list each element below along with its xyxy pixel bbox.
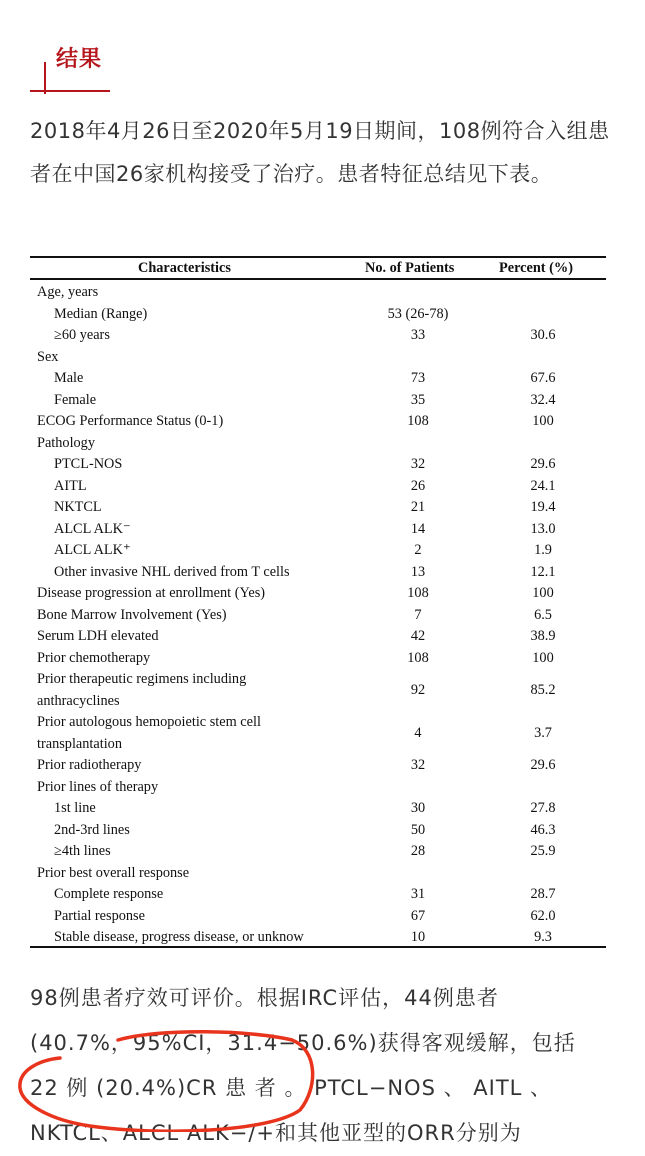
row-num-patients: 73: [410, 370, 426, 386]
table-row: [30, 282, 606, 304]
row-label: Female: [54, 391, 97, 408]
row-label: Bone Marrow Involvement (Yes): [37, 606, 227, 623]
row-label: ≥4th lines: [54, 843, 111, 859]
row-percent: 12.1: [530, 563, 556, 580]
table-row: [30, 906, 606, 928]
row-label: Prior autologous hemopoietic stem cell transplantation: [37, 714, 261, 752]
row-percent: 29.6: [530, 456, 556, 472]
results-paragraph: [30, 976, 618, 1156]
row-label: 2nd-3rd lines: [54, 821, 130, 838]
row-label: Prior therapeutic regimens including anthracyclines: [37, 671, 247, 709]
row-percent: 46.3: [530, 821, 556, 838]
row-label: Disease progression at enrollment (Yes): [37, 585, 266, 601]
table-row: [30, 669, 606, 712]
table-row: [30, 820, 606, 842]
row-percent: 13.0: [530, 520, 556, 537]
row-percent: 24.1: [530, 477, 556, 494]
row-percent: 27.8: [530, 800, 556, 816]
row-num-patients: 30: [410, 800, 426, 816]
row-num-patients: 13: [410, 563, 426, 580]
row-label: Male: [54, 370, 84, 386]
row-label: Prior chemotherapy: [37, 649, 151, 666]
row-percent: 9.3: [534, 929, 552, 945]
row-num-patients: 32: [410, 757, 426, 773]
header-accent-horizontal: [30, 90, 110, 92]
row-num-patients: 21: [410, 499, 426, 515]
row-num-patients: 108: [407, 413, 429, 429]
table-row: [30, 648, 606, 670]
section-title: 结果: [56, 47, 103, 72]
table-row: [30, 390, 606, 412]
table-row: [30, 347, 606, 369]
row-percent: 32.4: [530, 391, 556, 408]
row-num-patients: 4: [414, 725, 422, 741]
table-row: [30, 411, 606, 433]
table-row: [30, 583, 606, 605]
row-percent: 19.4: [530, 499, 556, 515]
row-label: Pathology: [37, 434, 95, 451]
row-num-patients: 33: [410, 327, 426, 343]
results-line: 22 例 (20.4%)CR 患 者 。 PTCL−NOS 、 AITL 、: [30, 1076, 553, 1100]
row-label: AITL: [54, 477, 87, 494]
row-label: ≥60 years: [54, 327, 110, 343]
table-row: [30, 368, 606, 390]
row-percent: 1.9: [534, 542, 552, 558]
row-num-patients: 28: [410, 843, 426, 859]
row-num-patients: 108: [407, 649, 429, 666]
row-label: ECOG Performance Status (0-1): [37, 413, 224, 429]
results-line: 98例患者疗效可评价。根据IRC评估，44例患者: [30, 986, 499, 1010]
table-row: [30, 626, 606, 648]
row-num-patients: 67: [410, 907, 426, 924]
results-line: (40.7%，95%CI，31.4−50.6%)获得客观缓解，包括: [30, 1031, 576, 1055]
row-num-patients: 35: [410, 391, 426, 408]
row-label: ALCL ALK⁺: [54, 542, 131, 558]
row-num-patients: 92: [410, 682, 426, 698]
row-num-patients: 26: [410, 477, 426, 494]
row-label: Median (Range): [54, 305, 148, 322]
row-label: Serum LDH elevated: [37, 628, 159, 644]
table-row: [30, 798, 606, 820]
table-row: [30, 454, 606, 476]
table-row: [30, 325, 606, 347]
row-percent: 38.9: [530, 628, 556, 644]
row-label: Prior best overall response: [37, 864, 190, 881]
row-percent: 62.0: [530, 907, 556, 924]
table-bottom-rule: [30, 946, 606, 948]
row-label: NKTCL: [54, 499, 102, 515]
row-percent: 25.9: [530, 843, 556, 859]
row-num-patients: 2: [414, 542, 422, 558]
row-percent: 100: [532, 585, 554, 601]
row-label: Prior lines of therapy: [37, 778, 159, 795]
row-percent: 3.7: [534, 725, 552, 741]
row-percent: 28.7: [530, 886, 556, 902]
table-row: [30, 562, 606, 584]
row-label: Sex: [37, 348, 59, 365]
table-body: [30, 282, 606, 949]
header-num-patients: No. of Patients: [365, 260, 455, 276]
header-characteristics: Characteristics: [138, 260, 231, 276]
results-line: NKTCL、ALCL ALK−/+和其他亚型的ORR分别为: [30, 1121, 522, 1145]
row-percent: 85.2: [530, 682, 556, 698]
row-label: Other invasive NHL derived from T cells: [54, 563, 290, 580]
intro-paragraph: 2018年4月26日至2020年5月19日期间，108例符合入组患者在中国26家机构接受了治疗。患者特征总结见下表。: [30, 119, 610, 186]
row-label: ALCL ALK⁻: [54, 520, 131, 537]
section-header: [30, 38, 150, 98]
table-row: [30, 304, 606, 326]
row-label: PTCL-NOS: [54, 456, 123, 472]
row-num-patients: 50: [410, 821, 426, 838]
table-row: [30, 884, 606, 906]
table-row: [30, 712, 606, 755]
table-row: [30, 777, 606, 799]
row-percent: 67.6: [530, 370, 556, 386]
row-num-patients: 14: [410, 520, 426, 537]
table-row: [30, 476, 606, 498]
row-num-patients: 10: [410, 929, 426, 945]
row-label: Complete response: [54, 886, 164, 902]
table-row: [30, 540, 606, 562]
row-percent: 100: [532, 649, 554, 666]
table-row: [30, 605, 606, 627]
row-percent: 6.5: [534, 606, 552, 623]
table-row: [30, 497, 606, 519]
row-num-patients: 7: [414, 606, 422, 623]
row-label: Stable disease, progress disease, or unknow: [54, 929, 304, 945]
row-percent: 29.6: [530, 757, 556, 773]
row-label: 1st line: [54, 800, 96, 816]
table-top-rule: [30, 256, 606, 258]
table-row: [30, 863, 606, 885]
row-percent: 30.6: [530, 327, 556, 343]
row-num-patients: 42: [410, 628, 426, 644]
table-row: [30, 841, 606, 863]
header-percent: Percent (%): [499, 260, 573, 276]
row-label: Prior radiotherapy: [37, 757, 142, 773]
table-header-rule: [30, 278, 606, 280]
table-row: [30, 433, 606, 455]
table-row: [30, 755, 606, 777]
row-num-patients: 31: [410, 886, 426, 902]
row-num-patients: 108: [407, 585, 429, 601]
row-num-patients: 32: [410, 456, 426, 472]
row-percent: 100: [532, 413, 554, 429]
row-label: Partial response: [54, 907, 145, 924]
row-num-patients: 53 (26-78): [387, 305, 449, 322]
row-label: Age, years: [37, 284, 99, 300]
table-row: [30, 519, 606, 541]
